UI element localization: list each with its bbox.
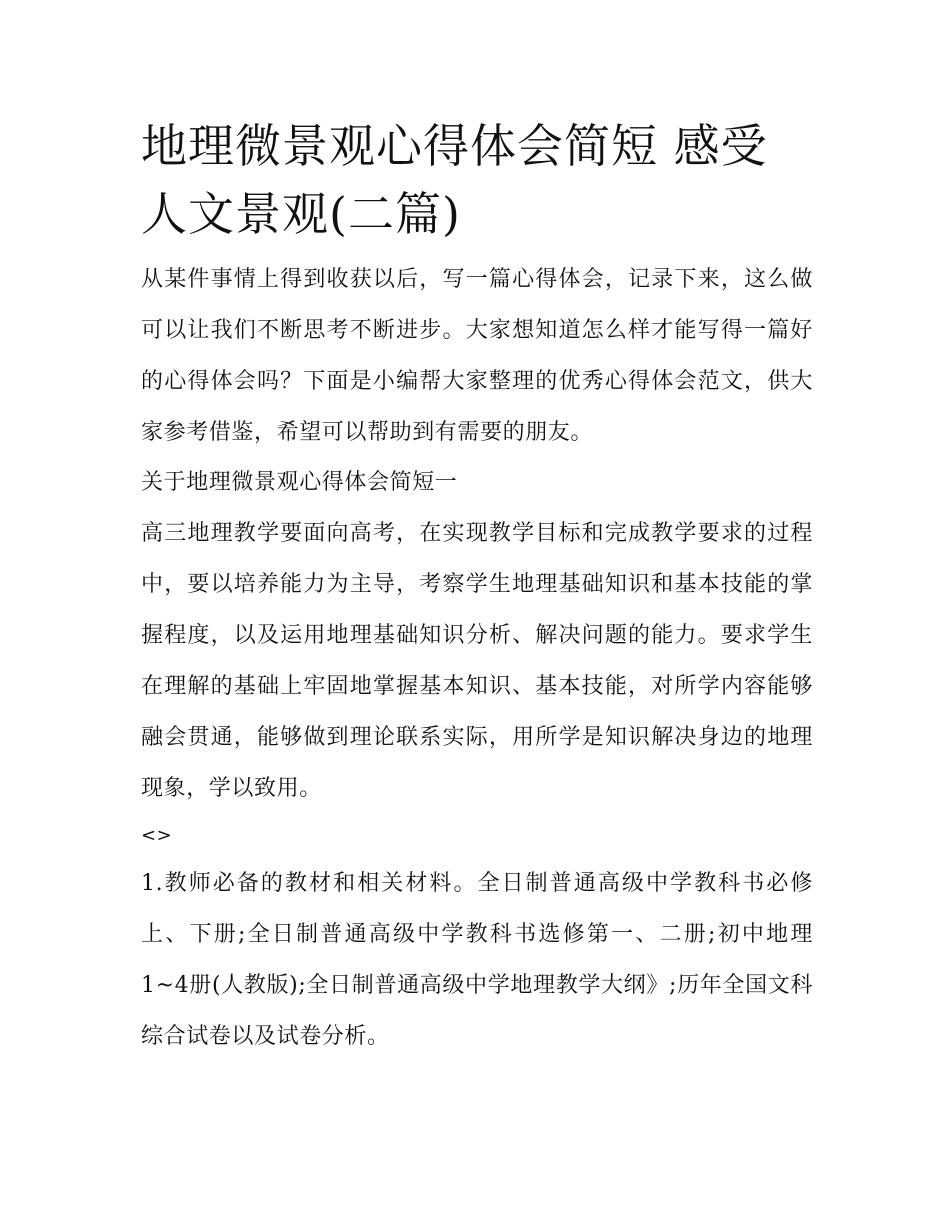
intro-paragraph: 从某件事情上得到收获以后，写一篇心得体会，记录下来，这么做可以让我们不断思考不断进步。大家想知道怎么样才能写得一篇好的心得体会吗？下面是小编帮大家整理的优秀心得体会范文，供大家参考借鉴，希望可以帮助到有需要的朋友。: [141, 267, 813, 445]
body-paragraph-1: 高三地理教学要面向高考，在实现教学目标和完成教学要求的过程中，要以培养能力为主导，考察学生地理基础知识和基本技能的掌握程度，以及运用地理基础知识分析、解决问题的能力。要求学生在理解的基础上牢固地掌握基本知识、基本技能，对所学内容能够融会贯通，能够做到理论联系实际，用所学是知识解决身边的地理现象，学以致用。: [141, 521, 813, 801]
section-heading: 关于地理微景观心得体会简短一: [141, 470, 458, 495]
body-paragraph-2: 1.教师必备的教材和相关材料。全日制普通高级中学教科书必修上、下册;全日制普通高级中学教科书选修第一、二册;初中地理1~4册(人教版);全日制普通高级中学地理教学大纲》;历年全国文科综合试卷以及试卷分析。: [141, 871, 813, 1049]
angle-brackets-line: <>: [141, 825, 173, 846]
document-body: [141, 112, 813, 1062]
document-title: 地理微景观心得体会简短 感受人文景观(二篇): [141, 119, 768, 241]
